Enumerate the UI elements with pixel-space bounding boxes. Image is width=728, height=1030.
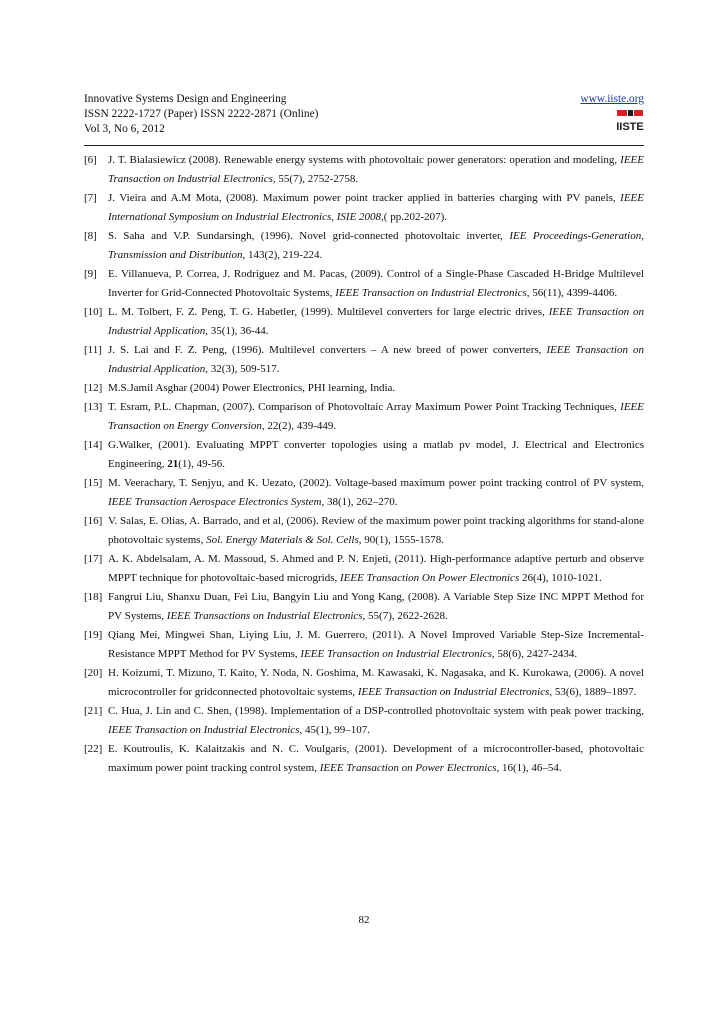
reference-number: [12] <box>84 382 103 394</box>
reference-venue: IEEE Transaction On Power Electronics <box>339 572 520 584</box>
reference-number: [16] <box>84 515 103 527</box>
reference-number: [6] <box>84 154 97 166</box>
reference-text: , 32(3), 509-517. <box>205 363 280 375</box>
journal-volume: Vol 3, No 6, 2012 <box>84 123 165 135</box>
reference-venue: IEEE Transaction on Industrial Electronics, <box>335 287 530 299</box>
reference-venue: IEEE Transaction Aerospace Electronics System, <box>108 496 325 508</box>
reference-number: [7] <box>84 192 97 204</box>
reference-entry <box>84 550 644 588</box>
reference-number: [19] <box>84 629 103 641</box>
reference-text: M. Veerachary, T. Senjyu, and K. Uezato, (2002). Voltage-based maximum power point tracking control of PV system, <box>108 477 644 489</box>
reference-entry <box>84 303 644 341</box>
reference-entry <box>84 740 644 778</box>
reference-text: , 45(1), 99–107. <box>299 724 371 736</box>
reference-text: , 53(6), 1889–1897. <box>549 686 637 698</box>
reference-entry <box>84 227 644 265</box>
reference-entry <box>84 379 644 398</box>
reference-entry <box>84 265 644 303</box>
reference-text: 16(1), 46–54. <box>499 762 562 774</box>
reference-venue: IEEE Transaction on Industrial Electronics, <box>108 154 644 185</box>
reference-text: T. Esram, P.L. Chapman, (2007). Comparison of Photovoltaic Array Maximum Power Point Tracking Techniques, <box>108 401 621 413</box>
reference-entry <box>84 702 644 740</box>
reference-text: , 55(7), 2622-2628. <box>362 610 448 622</box>
reference-entry <box>84 664 644 702</box>
reference-entry <box>84 626 644 664</box>
reference-venue: IEE Proceedings-Generation, Transmission and Distribution <box>108 230 644 261</box>
reference-text: L. M. Tolbert, F. Z. Peng, T. G. Habetler, (1999). Multilevel converters for large electric drives, <box>108 306 549 318</box>
reference-number: [15] <box>84 477 103 489</box>
reference-text: 26(4), 1010-1021. <box>519 572 602 584</box>
reference-text: J. S. Lai and F. Z. Peng, (1996). Multilevel converters – A new breed of power converters, <box>108 344 547 356</box>
reference-text: E. Villanueva, P. Correa, J. Rodriguez and M. Pacas, (2009). Control of a Single-Phase Cascaded H-Bridge Multilevel Inverter for Grid-Connected Photovoltaic Systems, <box>108 268 644 299</box>
reference-text: Fangrui Liu, Shanxu Duan, Fei Liu, Bangyin Liu and Yong Kang, (2008). A Variable Step Size INC MPPT Method for PV Systems, <box>108 591 644 622</box>
reference-text: E. Koutroulis, K. Kalaitzakis and N. C. Voulgaris, (2001). Development of a microcontroller-based, photovoltaic maximum power point tracking control system, <box>108 743 644 774</box>
reference-number: [13] <box>84 401 103 413</box>
reference-number: [21] <box>84 705 103 717</box>
reference-venue: IEEE Transaction on Energy Conversion, <box>108 401 644 432</box>
page-number: 82 <box>358 914 370 926</box>
reference-entry <box>84 474 644 512</box>
reference-text: (1), 49-56. <box>178 458 226 470</box>
reference-text: S. Saha and V.P. Sundarsingh, (1996). Novel grid-connected photovoltaic inverter, <box>108 230 510 242</box>
reference-list <box>84 151 644 778</box>
reference-venue: IEEE Transaction on Industrial Application <box>108 306 644 337</box>
svg-text:IISTE: IISTE <box>616 121 644 133</box>
reference-text: J. T. Bialasiewicz (2008). Renewable energy systems with photovoltaic power generators: operation and modeling, <box>108 154 621 166</box>
reference-text: V. Salas, E. Olias, A. Barrado, and et al, (2006). Review of the maximum power point tracking algorithms for stand-alone photovoltaic systems, <box>108 515 644 546</box>
reference-text: 22(2), 439-449. <box>264 420 337 432</box>
reference-text: , 35(1), 36-44. <box>205 325 269 337</box>
reference-text: 56(11), 4399-4406. <box>529 287 618 299</box>
reference-venue: IEEE Transaction on Industrial Electronics <box>108 724 300 736</box>
reference-number: [20] <box>84 667 103 679</box>
reference-text: M.S.Jamil Asghar (2004) Power Electronics, PHI learning, India. <box>108 382 396 394</box>
reference-entry <box>84 588 644 626</box>
reference-number: [10] <box>84 306 103 318</box>
reference-number: [17] <box>84 553 103 565</box>
reference-venue: IEEE Transaction on Industrial Electronics <box>357 686 550 698</box>
reference-entry <box>84 436 644 474</box>
reference-text: 38(1), 262–270. <box>324 496 398 508</box>
reference-text: 21 <box>167 458 179 470</box>
journal-title: Innovative Systems Design and Engineering <box>84 93 287 105</box>
reference-text: A. K. Abdelsalam, A. M. Massoud, S. Ahmed and P. N. Enjeti, (2011). High-performance adaptive perturb and observe MPPT technique for photovoltaic-based microgrids, <box>108 553 644 584</box>
reference-text: Qiang Mei, Mingwei Shan, Liying Liu, J. M. Guerrero, (2011). A Novel Improved Variable Step-Size Incremental-Resistance MPPT Method for PV Systems, <box>108 629 644 660</box>
reference-text: 55(7), 2752-2758. <box>275 173 359 185</box>
reference-entry <box>84 512 644 550</box>
header-divider <box>84 145 644 146</box>
reference-text: C. Hua, J. Lin and C. Shen, (1998). Implementation of a DSP-controlled photovoltaic system with peak power tracking, <box>108 705 644 717</box>
journal-issn: ISSN 2222-1727 (Paper) ISSN 2222-2871 (Online) <box>84 108 319 120</box>
reference-number: [18] <box>84 591 103 603</box>
reference-entry <box>84 341 644 379</box>
reference-number: [9] <box>84 268 97 280</box>
reference-venue: IEEE Transactions on Industrial Electronics <box>166 610 363 622</box>
reference-text: J. Vieira and A.M Mota, (2008). Maximum power point tracker applied in batteries charging with PV panels, <box>108 192 621 204</box>
reference-text: H. Koizumi, T. Mizuno, T. Kaito, Y. Noda, N. Goshima, M. Kawasaki, K. Nagasaka, and K. Kurokawa, (2006). A novel microcontroller for gridconnected photovoltaic systems, <box>108 667 644 698</box>
reference-entry <box>84 151 644 189</box>
reference-entry <box>84 189 644 227</box>
reference-text: ( pp.202-207). <box>383 211 448 223</box>
reference-number: [8] <box>84 230 97 242</box>
reference-text: G.Walker, (2001). Evaluating MPPT converter topologies using a matlab pv model, J. Electrical and Electronics Engineering, <box>108 439 644 470</box>
journal-url-link[interactable]: www.iiste.org <box>580 93 644 105</box>
journal-header <box>84 92 644 142</box>
iiste-logo <box>616 109 644 133</box>
reference-venue: Sol. Energy Materials & Sol. Cells <box>206 534 359 546</box>
reference-venue: IEEE International Symposium on Industrial Electronics, ISIE 2008, <box>108 192 644 223</box>
reference-venue: IEEE Transaction on Industrial Electronics <box>300 648 492 660</box>
reference-venue: IEEE Transaction on Power Electronics, <box>319 762 500 774</box>
reference-text: , 90(1), 1555-1578. <box>358 534 444 546</box>
reference-number: [22] <box>84 743 103 755</box>
reference-number: [11] <box>84 344 102 356</box>
reference-venue: IEEE Transaction on Industrial Application <box>108 344 644 375</box>
reference-text: , 143(2), 219-224. <box>242 249 323 261</box>
reference-number: [14] <box>84 439 103 451</box>
reference-entry <box>84 398 644 436</box>
header-lines <box>84 92 644 137</box>
reference-text: , 58(6), 2427-2434. <box>491 648 578 660</box>
